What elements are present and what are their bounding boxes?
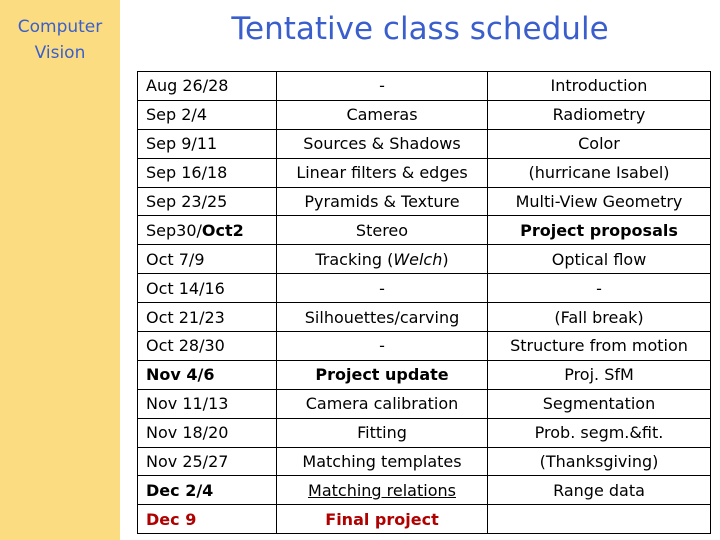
table-row <box>138 505 711 534</box>
table-row <box>138 418 711 447</box>
date-cell: Oct 14/16 <box>138 274 277 303</box>
second-lecture-cell: Multi-View Geometry <box>488 187 711 216</box>
second-lecture-cell: Range data <box>488 476 711 505</box>
sidebar <box>0 0 120 540</box>
first-lecture-cell: - <box>277 72 488 101</box>
first-lecture-cell: Linear filters & edges <box>277 158 488 187</box>
second-lecture-cell: (Thanksgiving) <box>488 447 711 476</box>
schedule-table <box>137 71 711 534</box>
course-name: Computer Vision <box>17 17 103 63</box>
table-row <box>138 360 711 389</box>
second-lecture-cell: - <box>488 274 711 303</box>
second-lecture-cell: Project proposals <box>488 216 711 245</box>
first-lecture-cell: Project update <box>277 360 488 389</box>
date-cell: Sep 9/11 <box>138 129 277 158</box>
date-cell: Nov 18/20 <box>138 418 277 447</box>
second-lecture-cell: Introduction <box>488 72 711 101</box>
second-lecture-cell: Structure from motion <box>488 332 711 361</box>
second-lecture-cell: Segmentation <box>488 389 711 418</box>
date-cell: Nov 4/6 <box>138 360 277 389</box>
first-lecture-cell: Matching relations <box>277 476 488 505</box>
first-lecture-cell: - <box>277 274 488 303</box>
first-lecture-cell: Fitting <box>277 418 488 447</box>
date-cell: Sep 23/25 <box>138 187 277 216</box>
first-lecture-cell: Matching templates <box>277 447 488 476</box>
date-text: Sep30/ <box>146 220 202 240</box>
table-row <box>138 72 711 101</box>
first-lecture-cell: Final project <box>277 505 488 534</box>
first-lecture-cell: - <box>277 332 488 361</box>
date-cell: Nov 11/13 <box>138 389 277 418</box>
lecture-text: ) <box>442 249 449 269</box>
first-lecture-cell: Sources & Shadows <box>277 129 488 158</box>
date-cell: Oct 28/30 <box>138 332 277 361</box>
first-lecture-cell: Stereo <box>277 216 488 245</box>
second-lecture-cell: Prob. segm.&fit. <box>488 418 711 447</box>
table-row <box>138 129 711 158</box>
first-lecture-cell: Pyramids & Texture <box>277 187 488 216</box>
date-cell: Oct 7/9 <box>138 245 277 274</box>
date-cell: Sep 16/18 <box>138 158 277 187</box>
table-row <box>138 216 711 245</box>
lecture-text: Tracking ( <box>315 249 394 269</box>
first-lecture-cell: Camera calibration <box>277 389 488 418</box>
table-row <box>138 274 711 303</box>
date-cell: Sep 2/4 <box>138 100 277 129</box>
second-lecture-cell <box>488 505 711 534</box>
date-cell: Aug 26/28 <box>138 72 277 101</box>
second-lecture-cell: Radiometry <box>488 100 711 129</box>
date-cell: Oct 21/23 <box>138 303 277 332</box>
first-lecture-cell: Cameras <box>277 100 488 129</box>
table-row <box>138 187 711 216</box>
date-cell: Nov 25/27 <box>138 447 277 476</box>
date-cell: Dec 9 <box>138 505 277 534</box>
first-lecture-cell: Silhouettes/carving <box>277 303 488 332</box>
first-lecture-cell <box>277 245 488 274</box>
table-row <box>138 389 711 418</box>
table-row <box>138 332 711 361</box>
table-row <box>138 158 711 187</box>
table-row <box>138 245 711 274</box>
date-cell: Dec 2/4 <box>138 476 277 505</box>
second-lecture-cell: Color <box>488 129 711 158</box>
table-row <box>138 100 711 129</box>
second-lecture-cell: (Fall break) <box>488 303 711 332</box>
date-bold-text: Oct2 <box>201 220 244 240</box>
second-lecture-cell: Optical flow <box>488 245 711 274</box>
table-row <box>138 476 711 505</box>
page-title: Tentative class schedule <box>231 11 609 47</box>
date-cell <box>138 216 277 245</box>
table-row <box>138 303 711 332</box>
second-lecture-cell: (hurricane Isabel) <box>488 158 711 187</box>
guest-name: Welch <box>393 249 443 269</box>
table-row <box>138 447 711 476</box>
second-lecture-cell: Proj. SfM <box>488 360 711 389</box>
